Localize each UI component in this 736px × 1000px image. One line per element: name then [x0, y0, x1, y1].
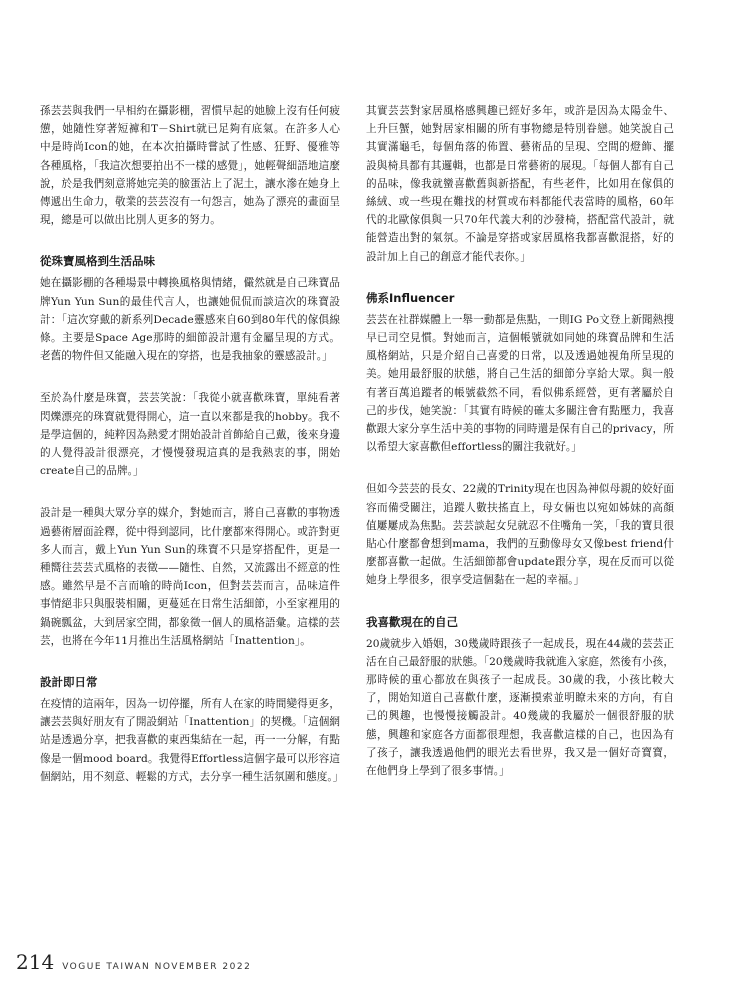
article-paragraph: 但如今芸芸的長女、22歲的Trinity現在也因為神似母親的姣好面容而備受關注，追蹤人數扶搖直上，母女倆也以宛如姊妹的高顏值屢屢成為焦點。芸芸談起女兒就忍不住嘴角一笑，「我的寶貝很貼心什麼都會想到mama，我們的互動像母女又像best friend什麼都喜歡一起做。生活細節都會update跟分享，現在反而可以從她身上學很多，很享受這個黏在一起的幸福。」	[366, 483, 674, 587]
article-paragraph: 其實芸芸對家居風格感興趣已經好多年，或許是因為太陽金牛、上升巨蟹，她對居家相關的所有事物總是特別眷戀。她笑說自己其實滿龜毛，每個角落的佈置、藝術品的呈現、空間的燈飾、擺設與椅具都有其邏輯，也都是日常藝術的展現。「每個人都有自己的品味，像我就蠻喜歡舊與新搭配，有些老件，比如用在傢俱的絲絨、或一些現在難找的材質或布料都能代表當時的風格，60年代的北歐傢俱與一只70年代義大利的沙發椅，搭配當代設計，就能營造出對的氣氛。不論是穿搭或家居風格我都喜歡混搭，好的設計加上自己的創意才能代表你。」	[366, 105, 674, 263]
article-paragraph: 在疫情的這兩年，因為一切停擺，所有人在家的時間變得更多，讓芸芸與好朋友有了開設網站「Inattention」的契機。「這個網站是透過分享，把我喜歡的東西集結在一起，再一一分解，有點像是一個mood board。我覺得Effortless這個字最可以形容這個網站，用不刻意、輕鬆的方式，去分享一種生活氛圍和態度。」	[40, 698, 344, 783]
right-column	[366, 102, 674, 804]
article-paragraph: 設計是一種與大眾分享的媒介，對她而言，將自己喜歡的事物透過藝術層面詮釋，從中得到認同，比什麼都來得開心。或許對更多人而言，戴上Yun Yun Sun的珠寶不只是穿搭配件，更是一種嚮往芸芸式風格的表徵——隨性、自然，又流露出不經意的性感。雖然早是不言而喻的時尚Icon，但對芸芸而言，品味這件事情絕非只與服裝相關，更蔓延在日常生活細節，小至家裡用的鍋碗瓢盆，大到居家空間，都象徵一個人的風格語彙。這樣的芸芸，也將在今年11月推出生活風格網站「Inattention」。	[40, 507, 340, 647]
page-footer	[16, 950, 251, 974]
section-heading: 佛系Influencer	[366, 290, 455, 305]
section-heading: 設計即日常	[40, 675, 98, 690]
page-number: 214	[16, 950, 55, 974]
article-paragraph: 芸芸在社群媒體上一舉一動都是焦點，一則IG Po文登上新聞熱搜早已司空見慣。對她而言，這個帳號就如同她的珠寶品牌和生活風格網站，只是介紹自己喜愛的日常，以及透過她視角所呈現的美。她用最舒服的狀態，將自己生活的細節分享給大眾。與一般有著百萬追蹤者的帳號截然不同，看似佛系經營，更有著屬於自己的步伐，她笑說：「其實有時候的確太多關注會有點壓力，我喜歡跟大家分享生活中美的事物的同時還是保有自己的privacy，所以希望大家喜歡但effortless的關注我就好。」	[366, 313, 674, 454]
article-paragraph: 至於為什麼是珠寶，芸芸笑說：「我從小就喜歡珠寶，單純看著閃爍漂亮的珠寶就覺得開心，這一直以來都是我的hobby。我不是學這個的，純粹因為熱愛才開始設計首飾給自己戴，後來身邊的人覺得設計很漂亮，才慢慢發現這真的是我熱衷的事，開始create自己的品牌。」	[40, 392, 340, 478]
section-heading: 我喜歡現在的自己	[366, 614, 458, 629]
article-paragraph: 她在攝影棚的各種場景中轉換風格與情緒，儼然就是自己珠寶品牌Yun Yun Sun的最佳代言人，也讓她侃侃而談這次的珠寶設計：「這次穿戴的新系列Decade靈感來自60到80年代的傢俱線條。主要是Space Age那時的細節設計還有金屬呈現的方式。老舊的物件但又能融入現在的穿搭，也是我抽象的靈感設計。」	[40, 277, 340, 363]
section-heading: 從珠寶風格到生活品味	[40, 254, 155, 269]
left-column	[40, 102, 344, 810]
publication-line: VOGUE TAIWAN NOVEMBER 2022	[62, 962, 252, 972]
article-paragraph: 20歲就步入婚姻，30幾歲時跟孩子一起成長，現在44歲的芸芸正活在自己最舒服的狀態。「20幾歲時我就進入家庭，然後有小孩，那時候的重心都放在與孩子一起成長。30歲的我，小孩比較大了，開始知道自己喜歡什麼，逐漸摸索並明瞭未來的方向，有自己的興趣，也慢慢接觸設計。40幾歲的我屬於一個很舒服的狀態，興趣和家庭各方面都很理想，我喜歡這樣的自己，也因為有了孩子，讓我透過他們的眼光去看世界，我又是一個好奇寶寶，在他們身上學到了很多事情。」	[366, 637, 674, 778]
article-paragraph: 孫芸芸與我們一早相約在攝影棚，習慣早起的她臉上沒有任何疲憊，她隨性穿著短褲和T－Shirt就已足夠有底氣。在許多人心中是時尚Icon的她，在本次拍攝時嘗試了性感、狂野、優雅等各種風格，「我這次想要拍出不一樣的感覺」，她輕聲細語地這麼說，於是我們刻意將她完美的臉蛋沾上了泥土，讓水滲在她身上傳遞出生命力，敬業的芸芸沒有一句怨言，她為了漂亮的畫面呈現，總是可以做出比別人更多的努力。	[40, 105, 340, 227]
